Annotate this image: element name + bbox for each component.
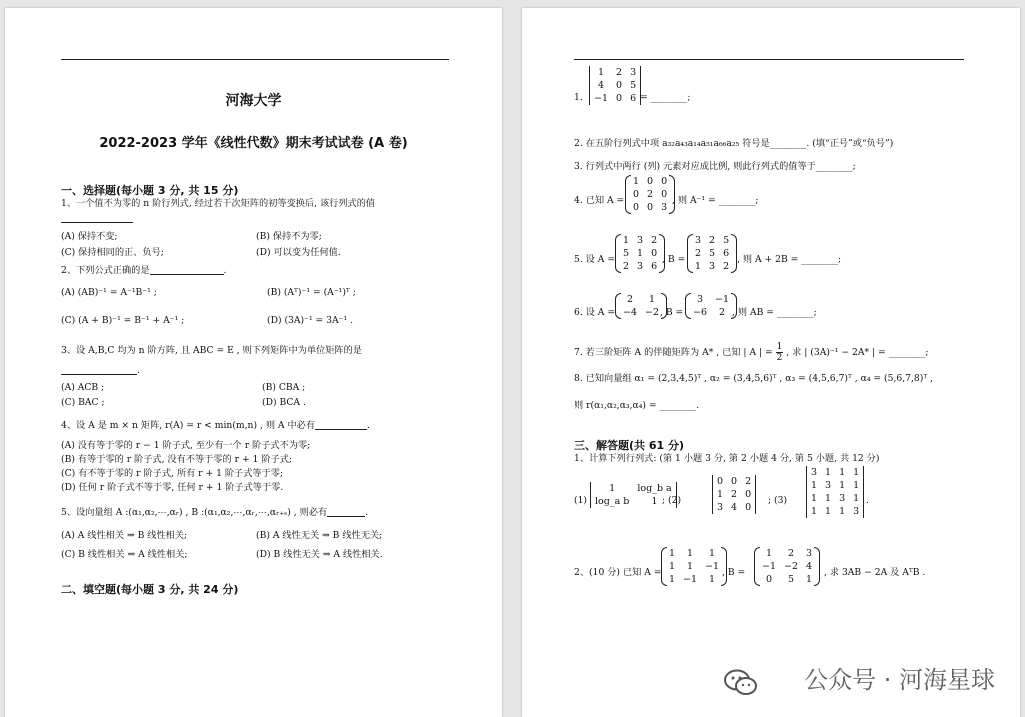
matrix-cell: 1 [687,548,694,559]
question-2-text: 2、下列公式正确的是 [61,265,150,276]
q1-option-d: (D) 可以变为任何值. [256,247,341,258]
fill-5-matrix-a [615,234,665,273]
matrix-cell: 2 [626,294,634,305]
matrix-cell: 1 [853,493,860,504]
matrix-row [629,201,671,214]
university-title: 河海大学 [225,93,282,109]
matrix-cell: 2 [709,235,716,246]
matrix-cell: 5 [623,248,630,259]
matrix-row [758,547,816,560]
fill-6-tail: , 则 AB = ________; [732,307,817,318]
fill-5-label: 5. 设 A = [574,254,616,265]
matrix-cell: 2 [623,261,630,272]
matrix-cell: 0 [633,202,640,213]
matrix-cell: 0 [616,80,623,91]
matrix-cell: 0 [731,476,738,487]
fill-7-tail: , 求 | (3A)⁻¹ − 2A* | = ________; [786,347,929,358]
matrix-cell: 1 [687,561,694,572]
matrix-row [807,479,864,492]
matrix-cell: 1 [853,480,860,491]
matrix-cell: −1 [715,294,730,305]
matrix-cell: 0 [661,189,668,200]
solution-1-part3: ; (3) [768,495,788,506]
matrix-row [713,501,756,514]
matrix-cell: 1 [695,261,702,272]
q3-option-a: (A) ACB ; [61,382,105,393]
matrix-cell: 4 [806,561,813,572]
matrix-cell: 1 [633,176,640,187]
matrix-cell: 2 [788,548,795,559]
question-5-text: 5、设向量组 A :(α₁,α₂,⋯,αᵣ) , B :(α₁,α₂,⋯,αᵣ,⋯,αᵣ₊ₛ) , 则必有 [61,507,328,518]
fill-4-label: 4. 已知 A = [574,195,625,206]
q5-option-c: (C) B 线性相关 ⇒ A 线性相关; [61,549,188,560]
question-4-text: 4、设 A 是 m × n 矩阵, r(A) = r < min(m,n) , 则 A 中必有 [61,420,316,431]
solution-1-det3 [806,466,864,518]
fill-7-head: 7. 若三阶矩阵 A 的伴随矩阵为 A* , 已知 | A | = [574,347,773,358]
matrix-row [619,247,661,260]
fill-8-cont: 则 r(α₁,α₂,α₃,α₄) = ________. [574,400,700,411]
matrix-row [619,260,661,273]
solution-2-label: 2、(10 分) 已知 A = [574,567,662,578]
matrix-cell: −6 [693,307,708,318]
answer-blank[interactable] [327,506,365,517]
matrix-row [590,92,641,105]
matrix-cell: 3 [717,502,724,513]
exam-page-right: 1. 1 2 3 4 0 5 −1 0 6 = ________; 2. 在五阶行列式中项 a₃₂a₄₃a₁₄a₅₁a₆₆a₂₅ 符号是________. (填“正号”或“负号”) 3. 行列式中两行 (列) 元素对应成比例, 则此行列式的值等于________; 4. 已知 A = 1 0 0 0 2 0 0 0 3 , 则 A⁻¹ = ________; 5. 设 A = 1 3 2 5 1 0 2 3 6 , B = 3 2 5 2 5 6 1 3 2 , 则 A + 2B = ________; 6. 设 A = 2 1 −4 −2 , B = 3 −1 −6 2 , 则 AB = ________; 7. 若三阶矩阵 A 的伴随矩阵为 A* , 已知 | A | = $\frac{1}{2}$ , 求 | (3A)⁻¹ − 2A* | = ________; 8. 已知向量组 α₁ = (2,3,4,5)ᵀ , α₂ = (3,4,5,6)ᵀ , α₃ = (4,5,6,7)ᵀ , α₄ = (5,6,7,8)ᵀ , 则 r(α₁,α₂,α₃,α₄) = ________. 三、解答题(共 61 分) 1、计算下列行列式: (第 1 小题 3 分, 第 2 小题 4 分, 第 5 小题, 共 12 分) (1) 1 log_b a log_a b 1 ; (2) 0 0 2 1 2 0 3 4 0 ; (3) 3 1 1 1 1 3 1 1 1 1 3 1 1 1 1 3 . 2、(10 分) 已知 A = 1 1 1 1 1 −1 1 −1 1 , B = 1 2 3 −1 −2 4 0 5 1 , 求 3AB − 2A 及 AᵀB . [522,8,1020,717]
matrix-cell: 2 [719,307,726,318]
fill-5-matrix-b [687,234,737,273]
matrix-cell: 2 [647,189,654,200]
matrix-cell: 6 [630,93,637,104]
fill-7-fraction: $\frac{1}{2}$ [776,342,783,363]
matrix-row [758,560,816,573]
matrix-cell: 0 [647,176,654,187]
answer-blank[interactable] [150,264,224,275]
matrix-cell: −1 [594,93,609,104]
matrix-cell: 3 [839,493,846,504]
q2-option-d: (D) (3A)⁻¹ = 3A⁻¹ . [267,315,354,326]
q3-option-c: (C) BAC ; [61,397,105,408]
matrix-cell: 3 [630,67,637,78]
matrix-cell: 3 [637,261,644,272]
matrix-row [713,475,756,488]
matrix-cell: 4 [731,502,738,513]
matrix-row [629,188,671,201]
fill-1-tail: = ________; [640,92,691,103]
matrix-cell: 5 [709,248,716,259]
q4-option-a: (A) 没有等于零的 r − 1 阶子式, 至少有一个 r 阶子式不为零; [61,440,311,451]
matrix-cell: 0 [745,502,752,513]
matrix-cell: 1 [709,574,716,585]
answer-blank[interactable] [61,364,137,375]
matrix-cell: 0 [647,202,654,213]
matrix-row [691,234,733,247]
matrix-row [758,573,816,586]
q3-option-d: (D) BCA . [262,397,306,408]
header-rule [574,59,964,60]
q2-option-c: (C) (A + B)⁻¹ = B⁻¹ + A⁻¹ ; [61,315,185,326]
matrix-cell: 1 [811,480,818,491]
matrix-cell: 0 [661,176,668,187]
matrix-row [665,560,723,573]
fill-4-matrix [625,175,675,214]
solution-1-text: 1、计算下列行列式: (第 1 小题 3 分, 第 2 小题 4 分, 第 5 小题, 共 12 分) [574,453,880,464]
q5-option-b: (B) A 线性无关 ⇒ B 线性无关; [256,530,383,541]
fill-1-label: 1. [574,92,583,103]
matrix-cell: 0 [745,489,752,500]
section-fill-heading: 二、填空题(每小题 3 分, 共 24 分) [61,583,239,596]
solution-2-matrix-a [661,547,727,586]
solution-1-part1: (1) [574,495,588,506]
section-solution-heading: 三、解答题(共 61 分) [574,439,685,452]
matrix-cell: 3 [695,235,702,246]
matrix-row [807,466,864,479]
matrix-cell: 0 [765,574,773,585]
matrix-row [590,79,641,92]
fill-3-text: 3. 行列式中两行 (列) 元素对应成比例, 则此行列式的值等于________; [574,161,856,172]
matrix-cell: −1 [705,561,720,572]
q4-option-b: (B) 有等于零的 r 阶子式, 没有不等于零的 r + 1 阶子式; [61,454,293,465]
question-1-text: 1、一个值不为零的 n 阶行列式, 经过若干次矩阵的初等变换后, 该行列式的值 [61,198,376,209]
matrix-cell: 0 [633,189,640,200]
matrix-cell: 0 [616,93,623,104]
matrix-row [629,175,671,188]
matrix-cell: −1 [683,574,698,585]
matrix-row [713,488,756,501]
matrix-row [619,306,663,319]
wechat-icon [724,669,758,697]
header-rule [61,59,449,60]
matrix-cell: 1 [825,493,832,504]
fill-6-mid: , B = [660,307,684,318]
solution-1-part2: ; (2) [662,495,682,506]
matrix-cell: 6 [651,261,658,272]
matrix-cell: 1 [839,506,846,517]
matrix-row [590,66,641,79]
section-choice-heading: 一、选择题(每小题 3 分, 共 15 分) [61,184,239,197]
matrix-cell: 6 [723,248,730,259]
exam-page-left: 河海大学 2022-2023 学年《线性代数》期末考试试卷 (A 卷) 一、选择题(每小题 3 分, 共 15 分) 1、一个值不为零的 n 阶行列式, 经过若干次矩阵的初等变换后, 该行列式的值 (A) 保持不变; (B) 保持不为零; (C) 保持相同的正、负号; (D) 可以变为任何值. 2、下列公式正确的是 . (A) (AB)⁻¹ = A⁻¹B⁻¹ ; (B) (Aᵀ)⁻¹ = (A⁻¹)ᵀ ; (C) (A + B)⁻¹ = B⁻¹ + A⁻¹ ; (D) (3A)⁻¹ = 3A⁻¹ . 3、设 A,B,C 均为 n 阶方阵, 且 ABC = E , 则下列矩阵中为单位矩阵的是 . (A) ACB ; (B) CBA ; (C) BAC ; (D) BCA . 4、设 A 是 m × n 矩阵, r(A) = r < min(m,n) , 则 A 中必有 . (A) 没有等于零的 r − 1 阶子式, 至少有一个 r 阶子式不为零; (B) 有等于零的 r 阶子式, 没有不等于零的 r + 1 阶子式; (C) 有不等于零的 r 阶子式, 所有 r + 1 阶子式等于零; (D) 任何 r 阶子式不等于零, 任何 r + 1 阶子式等于零. 5、设向量组 A :(α₁,α₂,⋯,αᵣ) , B :(α₁,α₂,⋯,αᵣ,⋯,αᵣ₊ₛ) , 则必有 . (A) A 线性相关 ⇒ B 线性相关; (B) A 线性无关 ⇒ B 线性无关; (C) B 线性相关 ⇒ A 线性相关; (D) B 线性无关 ⇒ A 线性相关. 二、填空题(每小题 3 分, 共 24 分) [5,8,502,717]
matrix-cell: 3 [661,202,668,213]
watermark-text: 公众号 · 河海星球 [804,666,995,694]
matrix-cell: 1 [825,467,832,478]
matrix-cell: 3 [709,261,716,272]
matrix-cell: 5 [788,574,795,585]
solution-2-mid: , B = [722,567,746,578]
matrix-cell: 2 [616,67,623,78]
exam-title: 2022-2023 学年《线性代数》期末考试试卷 (A 卷) [99,136,408,151]
matrix-cell: 0 [717,476,724,487]
fill-1-determinant [589,66,641,105]
matrix-row [619,293,663,306]
matrix-cell: 0 [651,248,658,259]
matrix-cell: 2 [723,261,730,272]
fill-2-text: 2. 在五阶行列式中项 a₃₂a₄₃a₁₄a₅₁a₆₆a₂₅ 符号是________. (填“正号”或“负号”) [574,138,894,149]
fill-6-label: 6. 设 A = [574,307,616,318]
matrix-row [807,492,864,505]
matrix-cell: 1 [709,548,716,559]
matrix-cell: 2 [745,476,752,487]
q2-option-b: (B) (Aᵀ)⁻¹ = (A⁻¹)ᵀ ; [267,287,356,298]
q4-option-c: (C) 有不等于零的 r 阶子式, 所有 r + 1 阶子式等于零; [61,468,284,479]
matrix-row [691,247,733,260]
matrix-cell: 1 [651,496,658,507]
matrix-cell: −2 [784,561,799,572]
q3-option-b: (B) CBA ; [262,382,306,393]
q1-option-b: (B) 保持不为零; [256,231,322,242]
matrix-cell: 2 [695,248,702,259]
fill-6-matrix-b [685,293,737,319]
matrix-row [619,234,661,247]
matrix-cell: 1 [825,506,832,517]
matrix-cell: 3 [811,467,818,478]
fill-8-text: 8. 已知向量组 α₁ = (2,3,4,5)ᵀ , α₂ = (3,4,5,6)ᵀ , α₃ = (4,5,6,7)ᵀ , α₄ = (5,6,7,8)ᵀ , [574,373,934,384]
matrix-cell: −1 [762,561,777,572]
matrix-cell: 3 [825,480,832,491]
matrix-row [807,505,864,518]
matrix-cell: 3 [637,235,644,246]
matrix-row [665,547,723,560]
matrix-row [591,482,677,495]
matrix-row [691,260,733,273]
matrix-cell: −4 [623,307,638,318]
matrix-cell: 1 [717,489,724,500]
matrix-cell: 4 [597,80,605,91]
answer-blank[interactable] [61,212,133,223]
matrix-cell: 1 [853,467,860,478]
answer-blank[interactable] [315,419,367,430]
matrix-row [689,306,733,319]
matrix-cell: 1 [811,493,818,504]
q4-option-d: (D) 任何 r 阶子式不等于零, 任何 r + 1 阶子式等于零. [61,482,284,493]
matrix-cell: 1 [597,67,605,78]
matrix-cell: 1 [609,483,616,494]
fill-5-mid: , B = [662,254,686,265]
matrix-cell: 1 [839,480,846,491]
solution-1-det2 [712,475,756,514]
question-3-text: 3、设 A,B,C 均为 n 阶方阵, 且 ABC = E , 则下列矩阵中为单位矩阵的是 [61,345,362,356]
matrix-cell: 5 [630,80,637,91]
q2-option-a: (A) (AB)⁻¹ = A⁻¹B⁻¹ ; [61,287,157,298]
fill-4-tail: , 则 A⁻¹ = ________; [672,195,759,206]
matrix-cell: 1 [669,548,676,559]
q5-option-a: (A) A 线性相关 ⇒ B 线性相关; [61,530,188,541]
matrix-cell: 1 [839,467,846,478]
matrix-cell: 1 [806,574,813,585]
matrix-cell: 1 [649,294,656,305]
matrix-cell: 3 [853,506,860,517]
q1-option-c: (C) 保持相同的正、负号; [61,247,164,258]
matrix-row [665,573,723,586]
matrix-cell: 3 [696,294,704,305]
matrix-cell: 5 [723,235,730,246]
matrix-cell: 1 [637,248,644,259]
q5-option-d: (D) B 线性无关 ⇒ A 线性相关. [256,549,383,560]
matrix-cell: 1 [811,506,818,517]
matrix-cell: 2 [731,489,738,500]
matrix-cell: log_b a [637,483,672,494]
q1-option-a: (A) 保持不变; [61,231,118,242]
fill-5-tail: , 则 A + 2B = ________; [737,254,842,265]
solution-2-tail: , 求 3AB − 2A 及 AᵀB . [824,567,926,578]
matrix-cell: 3 [806,548,813,559]
matrix-cell: 1 [669,561,676,572]
matrix-cell: 1 [765,548,773,559]
solution-2-matrix-b [754,547,820,586]
matrix-cell: 1 [669,574,676,585]
matrix-cell: −2 [645,307,660,318]
matrix-row [689,293,733,306]
matrix-cell: 1 [623,235,630,246]
matrix-cell: 2 [651,235,658,246]
matrix-cell: log_a b [595,496,630,507]
